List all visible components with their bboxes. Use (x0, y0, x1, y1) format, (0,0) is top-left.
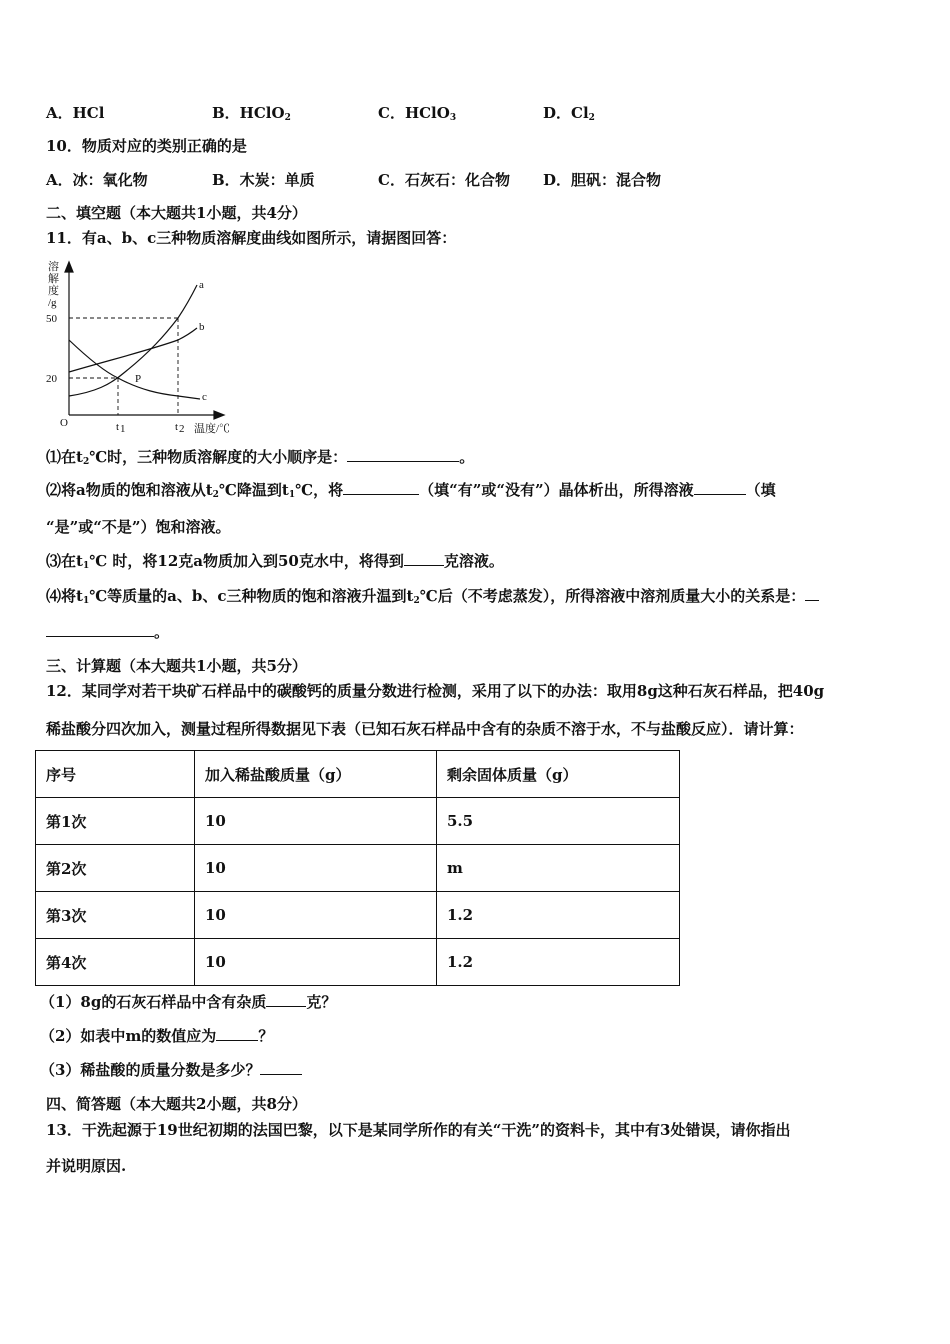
curve-b-label: b (199, 321, 205, 333)
q11-part3: ⑶在$t_1℃$ 时，将12克a物质加入到50克水中，将得到 克溶液。 (46, 552, 504, 571)
q11-part2-cont: “是”或“不是”）饱和溶液。 (46, 518, 231, 536)
q10-stem: 10．物质对应的类别正确的是 (46, 137, 247, 155)
q11-part2: ⑵将a物质的饱和溶液从$t_2℃$降温到$t_1℃$，将 （填“有”或“没有”）晶体析出，所得溶液 （填 (46, 481, 776, 500)
y-label-3: 度 (48, 285, 59, 297)
q13-line1: 13．干洗起源于19世纪初期的法国巴黎，以下是某同学所作的有关“干洗”的资料卡，其中有3处错误，请你指出 (46, 1121, 791, 1139)
q12-line2: 稀盐酸分四次加入，测量过程所得数据见下表（已知石灰石样品中含有的杂质不溶于水，不与盐酸反应）．请计算： (46, 720, 804, 738)
table-row: 第3次 10 1.2 (36, 892, 680, 939)
point-p-label: P (135, 373, 142, 385)
q11-part4-cont: 。 (46, 622, 169, 642)
svg-text:2: 2 (179, 423, 185, 435)
y-label-4: /g (48, 297, 57, 309)
q9-option-d: D．$Cl_2$ (543, 104, 595, 123)
origin-label: O (60, 417, 68, 429)
q10-option-d: D．胆矾：混合物 (543, 171, 662, 189)
answer-blank[interactable] (46, 622, 154, 637)
y-label-2: 解 (48, 273, 59, 285)
answer-blank[interactable] (805, 586, 819, 601)
q10-option-b: B．木炭：单质 (212, 171, 315, 189)
svg-text:1: 1 (120, 423, 126, 435)
q9-option-a: A．HCl (46, 104, 105, 122)
section-2-heading: 二、填空题（本大题共1小题，共4分） (46, 204, 307, 222)
q10-option-a: A．冰：氧化物 (46, 171, 148, 189)
x-axis-label: 温度/℃ (194, 423, 230, 435)
answer-blank[interactable] (260, 1060, 302, 1075)
q12-sub1: （1）8g的石灰石样品中含有杂质 克？ (40, 993, 337, 1011)
y-tick-50: 50 (46, 313, 57, 325)
q12-sub2: （2）如表中m的数值应为 ？ (40, 1027, 274, 1045)
x-tick-t1: t (116, 421, 120, 433)
curve-c (69, 340, 200, 399)
q10-option-c: C．石灰石：化合物 (378, 171, 510, 189)
answer-blank[interactable] (343, 480, 419, 495)
q9-option-c: C．HClO$_3$ (378, 104, 457, 123)
section-4-heading: 四、简答题（本大题共2小题，共8分） (46, 1095, 307, 1113)
q12-sub3: （3）稀盐酸的质量分数是多少？ (40, 1060, 302, 1080)
y-tick-20: 20 (46, 373, 57, 385)
curve-c-label: c (202, 391, 207, 403)
answer-blank[interactable] (694, 480, 746, 495)
q11-part4: ⑷将$t_1℃$等质量的a、b、c三种物质的饱和溶液升温到$t_2℃$后（不考虑蒸发），所得溶液中溶剂质量大小的关系是： (46, 586, 819, 611)
q13-line2: 并说明原因. (46, 1157, 127, 1175)
table-row: 第1次 10 5.5 (36, 798, 680, 845)
answer-blank[interactable] (347, 447, 459, 462)
solubility-curve-figure (30, 255, 230, 440)
q11-part1: ⑴在$t_2℃$时，三种物质溶解度的大小顺序是： 。 (46, 448, 475, 467)
q9-option-b: B．HClO$_2$ (212, 104, 291, 123)
q11-stem: 11．有a、b、c三种物质溶解度曲线如图所示，请据图回答： (46, 229, 457, 247)
data-table (35, 750, 680, 986)
q12-line1: 12．某同学对若干块矿石样品中的碳酸钙的质量分数进行检测，采用了以下的办法：取用8g这种石灰石样品，把40g (46, 682, 825, 700)
table-header-row: 序号 加入稀盐酸质量（g） 剩余固体质量（g） (36, 751, 680, 798)
table-row: 第2次 10 m (36, 845, 680, 892)
x-tick-t2: t (175, 421, 179, 433)
section-3-heading: 三、计算题（本大题共1小题，共5分） (46, 657, 307, 675)
answer-blank[interactable] (266, 992, 306, 1007)
answer-blank[interactable] (216, 1026, 258, 1041)
table-row: 第4次 10 1.2 (36, 939, 680, 986)
y-label-1: 溶 (48, 261, 59, 273)
curve-a-label: a (199, 279, 204, 291)
answer-blank[interactable] (404, 551, 444, 566)
